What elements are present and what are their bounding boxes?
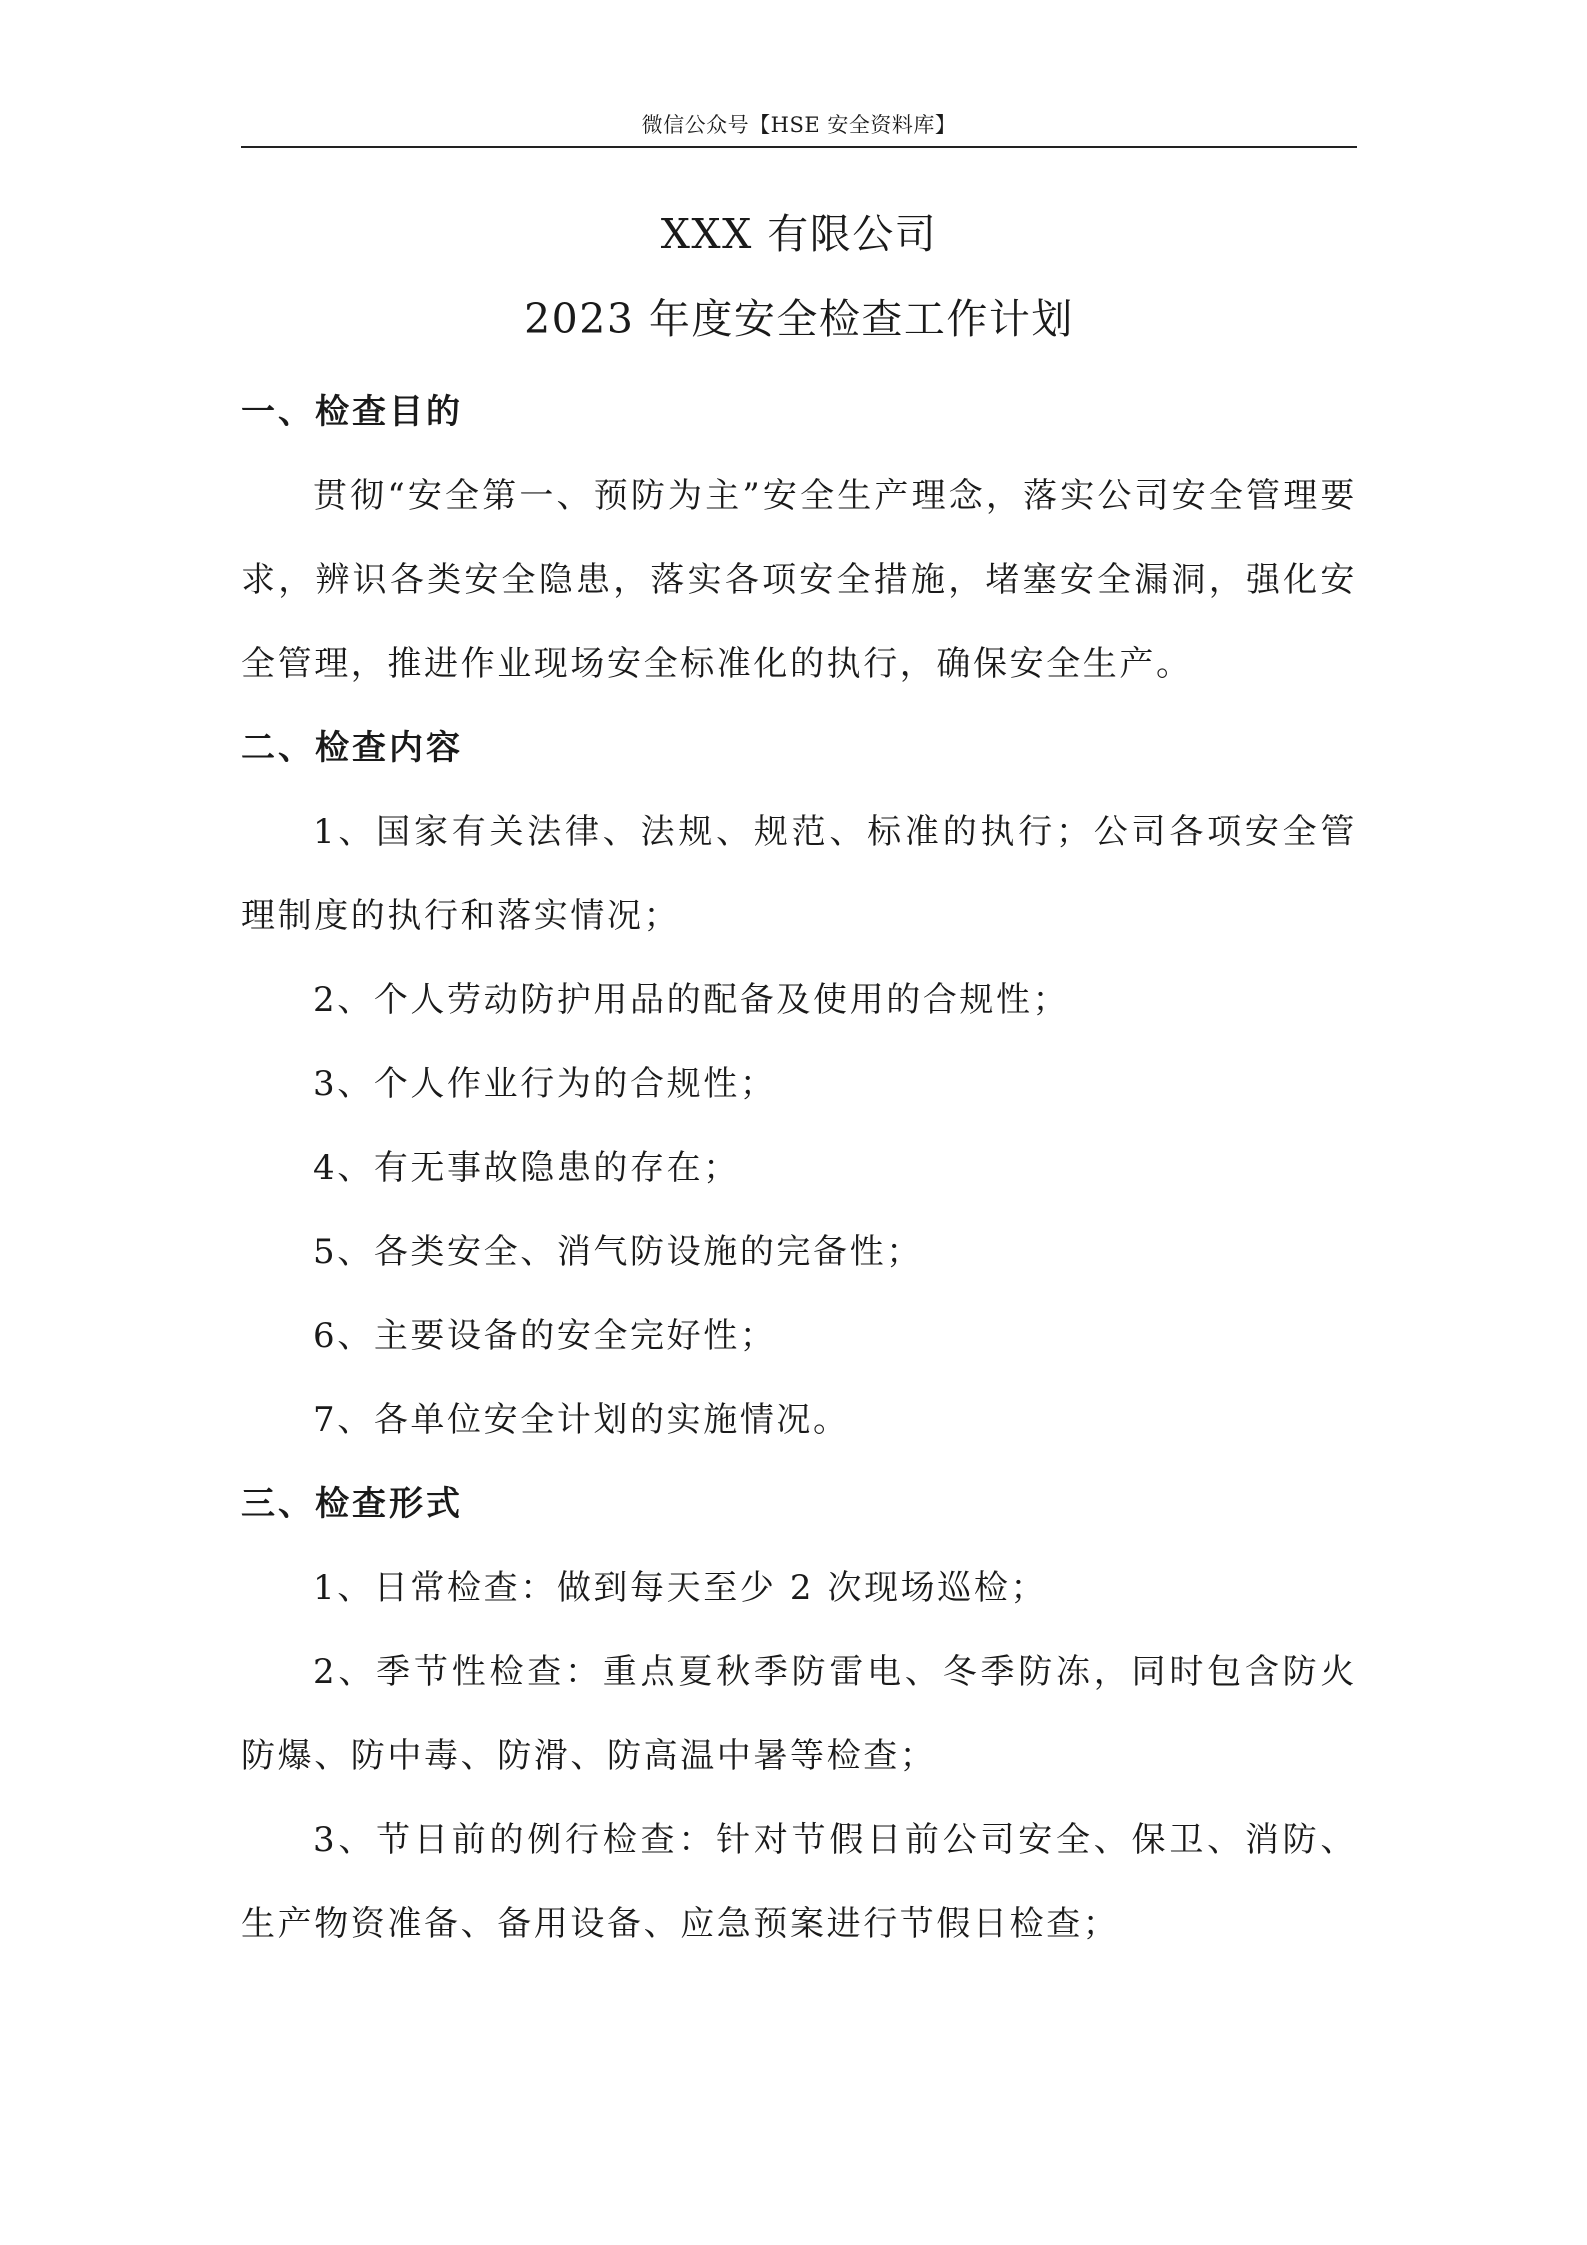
paragraph-purpose: 贯彻“安全第一、预防为主”安全生产理念，落实公司安全管理要求，辨识各类安全隐患，落实各项安全措施，堵塞安全漏洞，强化安全管理，推进作业现场安全标准化的执行，确保安全生产。 xyxy=(241,476,1357,684)
document-title-plan: 2023 年度安全检查工作计划 xyxy=(524,295,1074,343)
list-item: 1、日常检查：做到每天至少 2 次现场巡检； xyxy=(313,1568,1048,1608)
document-body xyxy=(241,370,1357,1966)
list-item: 1、国家有关法律、法规、规范、标准的执行；公司各项安全管理制度的执行和落实情况； xyxy=(241,812,1357,936)
list-item: 4、有无事故隐患的存在； xyxy=(313,1148,740,1188)
section-heading-content: 二、检查内容 xyxy=(241,728,463,768)
document-title-company: XXX 有限公司 xyxy=(660,210,938,258)
section-heading-form: 三、检查形式 xyxy=(241,1484,463,1524)
page-header: 微信公众号【HSE 安全资料库】 xyxy=(641,113,957,137)
list-item: 2、季节性检查：重点夏秋季防雷电、冬季防冻，同时包含防火防爆、防中毒、防滑、防高温中暑等检查； xyxy=(241,1652,1357,1776)
list-item: 6、主要设备的安全完好性； xyxy=(313,1316,777,1356)
header-divider xyxy=(241,146,1357,148)
list-item: 5、各类安全、消气防设施的完备性； xyxy=(313,1232,923,1272)
list-item: 3、节日前的例行检查：针对节假日前公司安全、保卫、消防、生产物资准备、备用设备、应急预案进行节假日检查； xyxy=(241,1820,1357,1944)
list-item: 2、个人劳动防护用品的配备及使用的合规性； xyxy=(313,980,1070,1020)
list-item: 7、各单位安全计划的实施情况。 xyxy=(313,1400,850,1440)
section-heading-purpose: 一、检查目的 xyxy=(241,392,463,432)
list-item: 3、个人作业行为的合规性； xyxy=(313,1064,777,1104)
